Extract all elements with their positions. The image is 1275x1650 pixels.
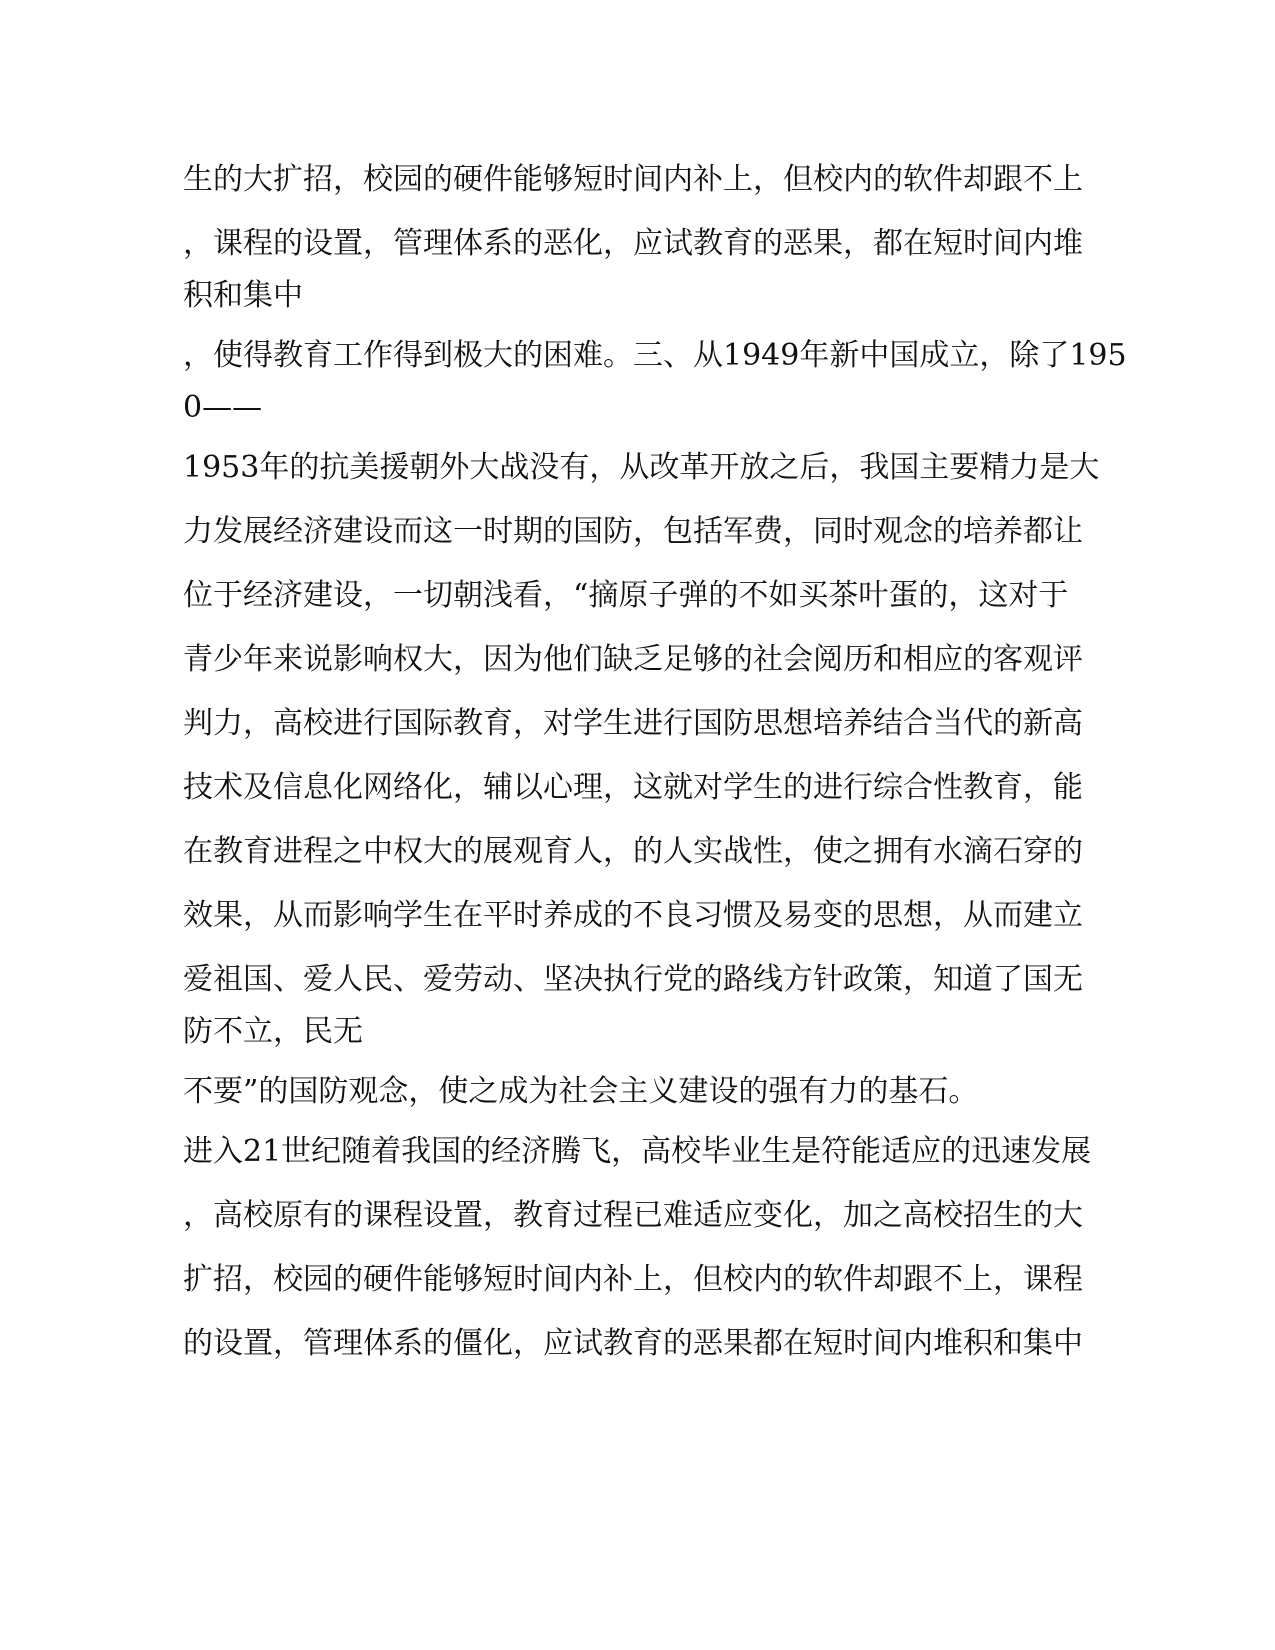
text-line: 进入21世纪随着我国的经济腾飞，高校毕业生是符能适应的迅速发展 bbox=[183, 1134, 1092, 1169]
text-line: 位于经济建设，一切朝浅看，“摘原子弹的不如买茶叶蛋的，这对于 bbox=[183, 578, 1069, 613]
text-line: ，使得教育工作得到极大的困难。三、从1949年新中国成立，除了195 bbox=[183, 338, 1127, 373]
text-line: 不要”的国防观念，使之成为社会主义建设的强有力的基石。 bbox=[183, 1074, 979, 1109]
text-line: ，高校原有的课程设置，教育过程已难适应变化，加之高校招生的大 bbox=[183, 1198, 1083, 1233]
text-line: ，课程的设置，管理体系的恶化，应试教育的恶果，都在短时间内堆 bbox=[183, 226, 1083, 261]
text-line: 防不立，民无 bbox=[183, 1014, 363, 1049]
text-line: 0—— bbox=[183, 390, 263, 425]
text-line: 青少年来说影响权大，因为他们缺乏足够的社会阅历和相应的客观评 bbox=[183, 642, 1083, 677]
text-line: 1953年的抗美援朝外大战没有，从改革开放之后，我国主要精力是大 bbox=[183, 450, 1100, 485]
text-line: 技术及信息化网络化，辅以心理，这就对学生的进行综合性教育，能 bbox=[183, 770, 1083, 805]
text-line: 在教育进程之中权大的展观育人，的人实战性，使之拥有水滴石穿的 bbox=[183, 834, 1083, 869]
text-line: 的设置，管理体系的僵化，应试教育的恶果都在短时间内堆积和集中 bbox=[183, 1326, 1083, 1361]
text-line: 爱祖国、爱人民、爱劳动、坚决执行党的路线方针政策，知道了国无 bbox=[183, 962, 1083, 997]
body-text bbox=[183, 160, 1127, 1364]
text-line: 判力，高校进行国际教育，对学生进行国防思想培养结合当代的新高 bbox=[183, 706, 1083, 741]
text-line: 积和集中 bbox=[183, 278, 303, 313]
text-line: 扩招，校园的硬件能够短时间内补上，但校内的软件却跟不上，课程 bbox=[183, 1262, 1083, 1297]
text-line: 效果，从而影响学生在平时养成的不良习惯及易变的思想，从而建立 bbox=[183, 898, 1083, 933]
text-line: 力发展经济建设而这一时期的国防，包括军费，同时观念的培养都让 bbox=[183, 514, 1083, 549]
text-line: 生的大扩招，校园的硬件能够短时间内补上，但校内的软件却跟不上 bbox=[183, 162, 1083, 197]
